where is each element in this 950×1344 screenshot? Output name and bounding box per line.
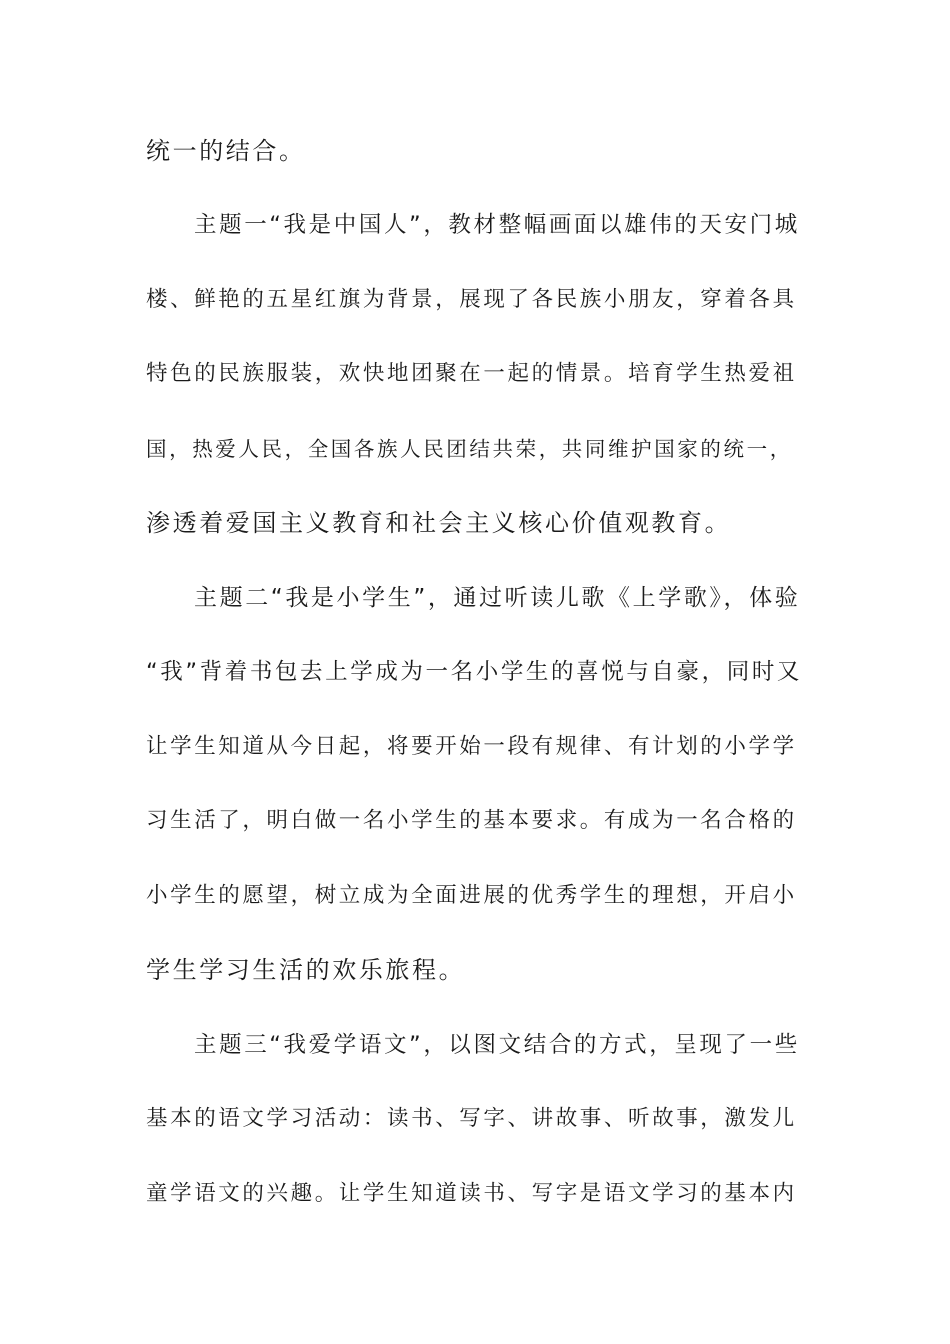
text-line: 童学语文的兴趣。让学生知道读书、写字是语文学习的基本内 [146,1181,797,1206]
text-line: 让学生知道从今日起，将要开始一段有规律、有计划的小学学 [146,734,797,759]
text-line: 基本的语文学习活动：读书、写字、讲故事、听故事，激发儿 [146,1106,797,1131]
text-line: 小学生的愿望，树立成为全面进展的优秀学生的理想，开启小 [146,883,797,908]
text-line: “我”背着书包去上学成为一名小学生的喜悦与自豪，同时又 [146,659,803,685]
text-line: 主题一“我是中国人”，教材整幅画面以雄伟的天安门城 [194,212,800,238]
text-line: 统一的结合。 [146,137,306,165]
text-line: 特色的民族服装，欢快地团聚在一起的情景。培育学生热爱祖 [146,361,797,386]
text-line: 习生活了，明白做一名小学生的基本要求。有成为一名合格的 [146,808,797,833]
text-line: 渗透着爱国主义教育和社会主义核心价值观教育。 [146,509,732,537]
text-line: 楼、鲜艳的五星红旗为背景，展现了各民族小朋友，穿着各具 [146,287,797,312]
text-line: 主题二“我是小学生”，通过听读儿歌《上学歌》，体验 [194,585,801,611]
text-line: 学生学习生活的欢乐旅程。 [146,956,466,984]
text-line: 国，热爱人民，全国各族人民团结共荣，共同维护国家的统一， [146,437,793,461]
text-line: 主题三“我爱学语文”，以图文结合的方式，呈现了一些 [194,1032,800,1058]
